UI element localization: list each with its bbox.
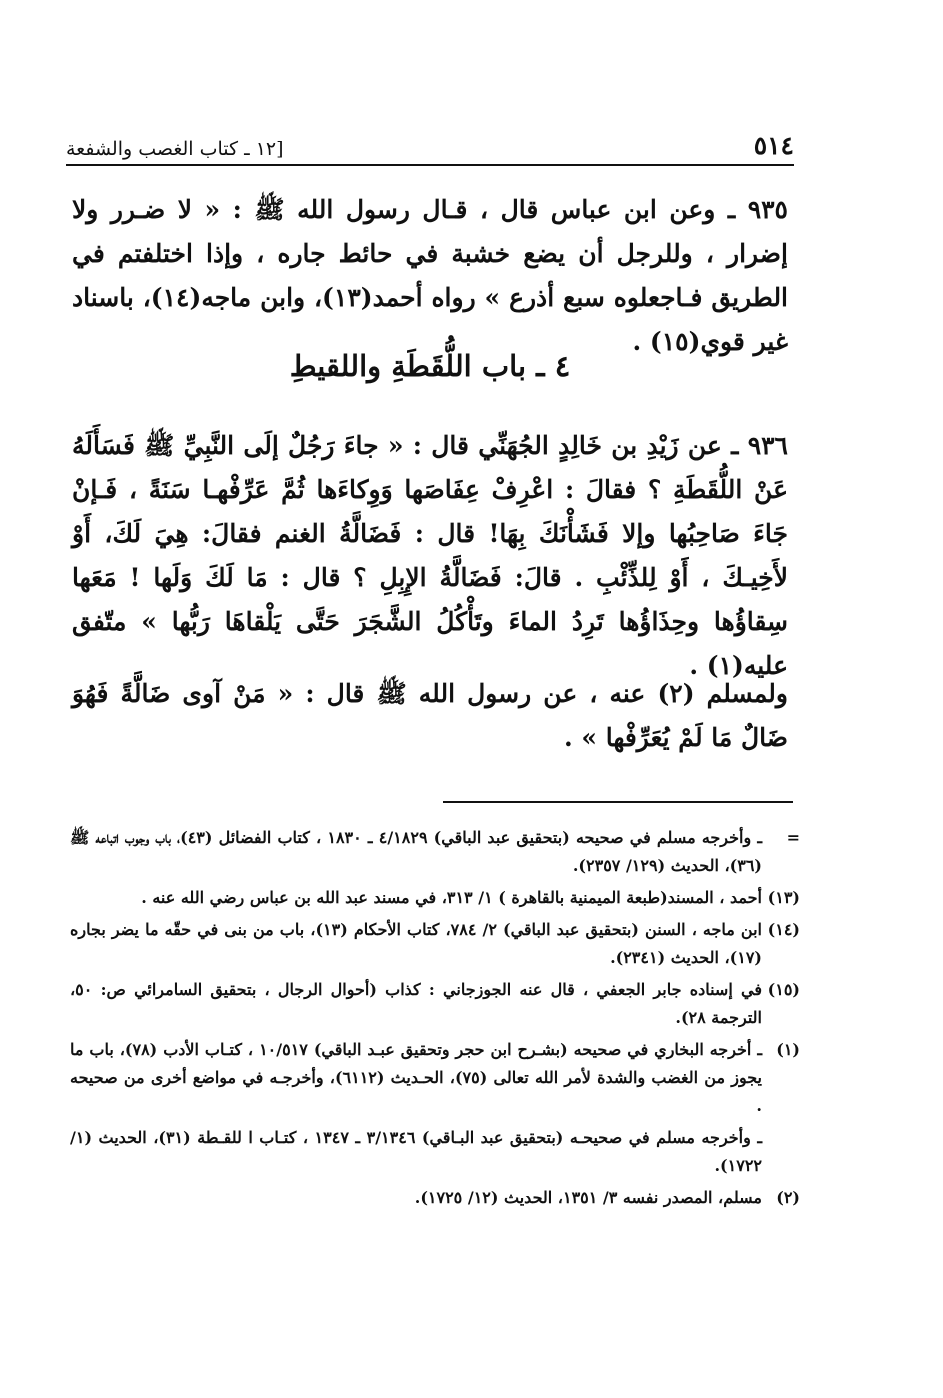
footnote-mark: (٢) <box>776 1188 800 1207</box>
footnote <box>70 1184 800 1212</box>
page-number: ٥١٤ <box>753 131 794 160</box>
muslim-note: ولمسلم (٢) عنه ، عن رسول الله ﷺ قال : « مَنْ آوى ضَالَّةً فَهُوَ ضَالٌ مَا لَمْ يُعَرِّفْها » . <box>72 679 788 752</box>
footnote-mark: (١٤) <box>767 920 800 939</box>
hadith-936: ٩٣٦ ـ عن زَيْدِ بن خَالِدٍ الجُهَنِّي قال : « جاءَ رَجُلٌ إلَى النَّبِيِّ ﷺ فَسَأَلَهُ عَنْ اللُّقَطَةِ ؟ فقالَ : اعْرِفْ عِفَاصَها وَوِكاءَها ثُمَّ عَرِّفْهـا سَنَةً ، فَـإنْ جَاءَ صَاحِبُها وإلا فَشَأْنَكَ بِهَا! قال : فَضَالَّةُ الغنم فقالَ: هِيَ لَكَ، أَوْ لأَخِيـكَ ، أَوْ لِلذِّئْبِ . قالَ: فَضَالَّةُ الإِبِلِ ؟ قال : مَا لَكَ وَلَها ! مَعَها سِقاؤُها وحِذَاؤُها تَرِدُ الماءَ وتَأْكُلُ الشَّجَرَ حَتَّى يَلْقاهَا رَبُّها » متّفق عليه(١) . <box>72 431 788 680</box>
footnote-text: ـ وأخرجه مسلم في صحيحـه (بتحقيق عبد البـاقي) ٣/١٣٤٦ ـ ١٣٤٧ ، كتـاب ا للقـطة (٣١)، الحديث (١/ ١٧٢٢). <box>70 1128 763 1175</box>
page-header <box>66 118 794 160</box>
footnote <box>70 1124 800 1180</box>
footnote-text: ـ وأخرجه مسلم في صحيحه (بتحقيق عبد الباقي) ٤/١٨٢٩ ـ ١٨٣٠ ، كتاب الفضائل (٤٣)، باب وجوب اتباعه ﷺ (٣٦)، الحديث (١٢٩/ ٢٣٥٧). <box>70 828 763 875</box>
footnote-text: ـ أخرجه البخاري في صحيحه (بشـرح ابن حجر وتحقيق عبـد الباقي) ١٠/٥١٧ ، كتـاب الأدب (٧٨)، باب ما يجوز من الغضب والشدة لأمر الله تعالى (٧٥)، الحـديث (٦١١٢)، وأخرجـه في مواضع أخرى من صحيحه . <box>70 1040 763 1115</box>
footnote-text: مسلم، المصدر نفسه ٣/ ١٣٥١، الحديث (١٢/ ١٧٢٥). <box>414 1188 762 1207</box>
footnote-text: ابن ماجه ، السنن (بتحقيق عبد الباقي) ٢/ ٧٨٤، كتاب الأحكام (١٣)، باب من بنى في حقّه ما يضر بجاره (١٧)، الحديث (٢٣٤١). <box>70 920 763 967</box>
footnote-rule <box>443 801 793 803</box>
hadith-935: ٩٣٥ ـ وعن ابن عباس قال ، قـال رسول الله ﷺ : « لا ضـرر ولا إضرار ، وللرجل أن يضع خشبة في حائط جاره ، وإذا اختلفتم في الطريق فـاجعلوه سبع أذرع » رواه أحمد(١٣)، وابن ماجه(١٤)، باسناد غير قوي(١٥) . <box>72 195 789 356</box>
footnote-text: في إسناده جابر الجعفي ، قال عنه الجوزجاني : كذاب (أحوال الرجال ، بتحقيق السامرائي ص: ٥٠، الترجمة ٢٨). <box>70 980 762 1027</box>
footnote <box>70 1036 800 1120</box>
footnote-mark: = <box>786 828 800 847</box>
section-title: ٤ ـ باب اللُّقَطَةِ واللقيطِ <box>289 349 571 383</box>
header-rule <box>66 164 794 166</box>
footnote-mark: (١) <box>776 1040 800 1059</box>
footnote-mark: (١٥) <box>767 980 800 999</box>
footnote-text: أحمد ، المسند(طبعة الميمنية بالقاهرة ) ١/ ٣١٣، في مسند عبد الله بن عباس رضي الله عنه . <box>141 888 762 907</box>
footnote <box>70 916 800 972</box>
footnote-mark: (١٣) <box>767 888 800 907</box>
footnote <box>70 884 800 912</box>
footnote <box>70 824 800 880</box>
footnote <box>70 976 800 1032</box>
running-title: [١٢ ـ كتاب الغصب والشفعة <box>66 138 284 160</box>
footnotes <box>70 824 800 1216</box>
